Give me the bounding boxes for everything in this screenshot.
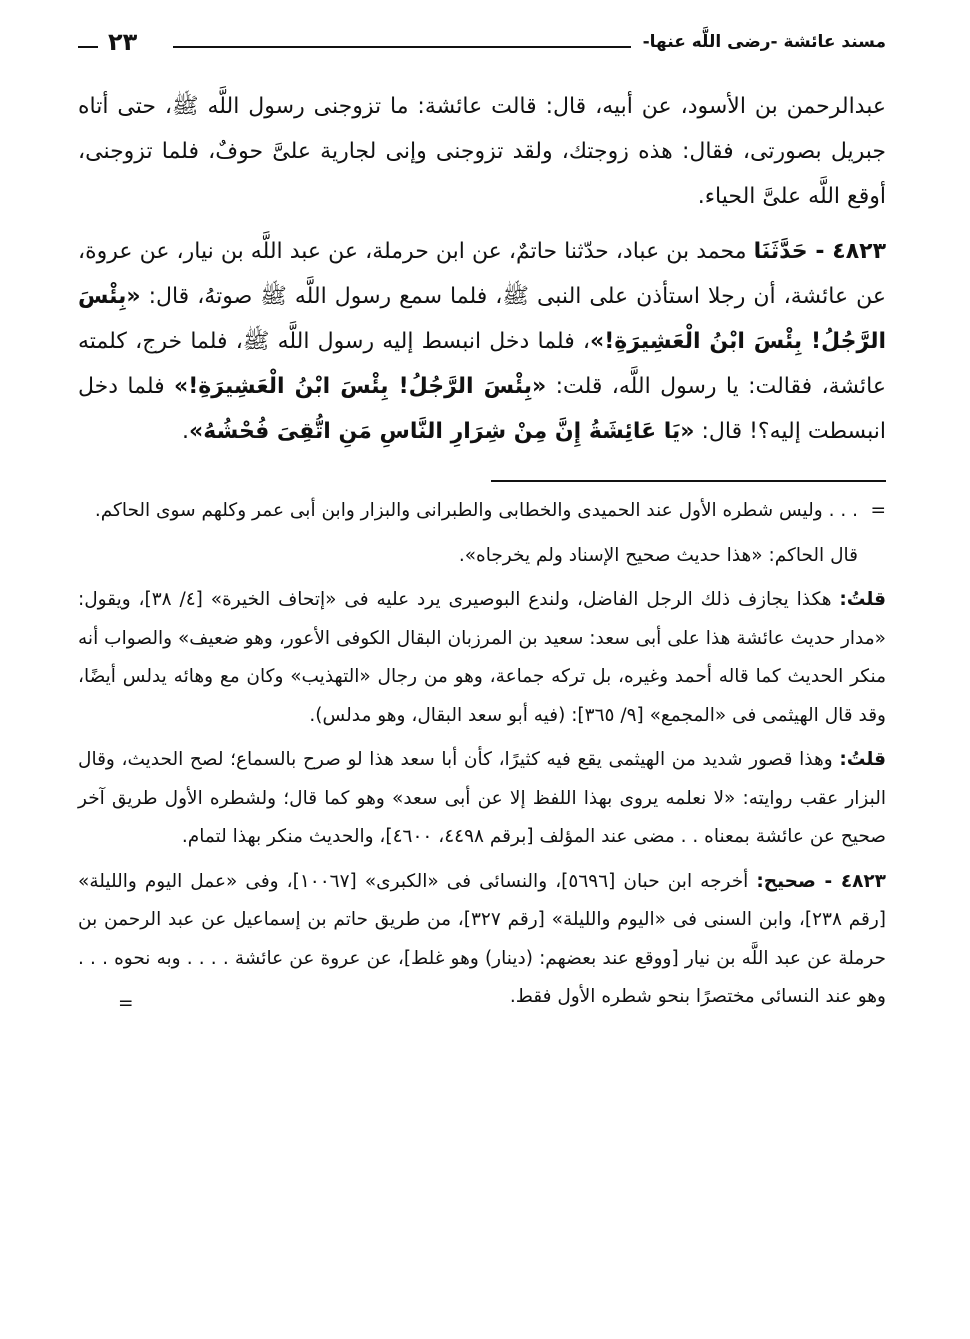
book-page — [78, 28, 886, 1023]
footnote-comment-2 — [78, 741, 886, 857]
hadith-text-1: محمد بن عباد، حدّثنا حاتمٌ، عن ابن حرملة، عن عبد اللَّه بن نيار، عن عروة، عن عائشة، أن رجلا استأذن على النبى ﷺ، فلما سمع رسول اللَّه ﷺ صوتهُ، قال: — [78, 239, 886, 309]
footnote-text-3: هكذا يجازف ذلك الرجل الفاضل، ولندع البوصيرى يرد عليه فى «إتحاف الخيرة» [٤/ ٣٨]، ويقول: «مدار حديث عائشة هذا على أبى سعد: سعيد بن المرزبان البقال الكوفى الأعور، وهو ضعيف» والصواب أنه منكر الحديث كما قاله أحمد وغيره، بل تركه جماعة، وهو من رجال «التهذيب» وكان مع وهائه يدلس أيضًا، وقد قال الهيثمى فى «المجمع» [٩/ ٣٦٥]: (فيه أبو سعد البقال، وهو مدلس). — [78, 589, 886, 726]
comment-lead-2: قلتُ: — [839, 749, 886, 770]
running-title: مسند عائشة -رضى اللَّه عنها- — [642, 32, 886, 52]
hadith-end: . — [182, 419, 190, 444]
footnote-separator — [491, 480, 886, 482]
hadith-number: ٤٨٢٣ — [832, 239, 886, 264]
hadith-lead: حَدَّثَنَا — [753, 239, 808, 264]
header-rule — [173, 46, 631, 48]
takhrij-lead: ٤٨٢٣ - صحيح: — [756, 870, 886, 892]
continues-marker: = — [118, 992, 134, 1014]
footnote-takhrij-4823 — [78, 863, 886, 1017]
paragraph-continuation: عبدالرحمن بن الأسود، عن أبيه، قال: قالت عائشة: ما تزوجنى رسول اللَّه ﷺ، حتى أتاه جبريل بصورتى، فقال: هذه زوجتك، ولقد تزوجنى وإنى لجارية علىَّ حوفٌ، فلما تزوجنى، أوقع اللَّه علىَّ الحياء. — [78, 94, 886, 209]
hadith-text-3: فلما دخل انبسطت إليه؟! قال: — [78, 374, 886, 444]
prophet-quote-2: «بِئْسَ الرَّجُلُ! بِئْسَ ابْنُ الْعَشِيرَةِ!» — [174, 374, 547, 399]
continuation-marker: = — [870, 500, 886, 521]
page-number: ٢٣ — [108, 28, 138, 56]
footnotes — [78, 492, 886, 1023]
hadith-4823 — [78, 229, 886, 454]
comment-lead-1: قلتُ: — [839, 589, 886, 610]
footnote-text-4: وهذا قصور شديد من الهيثمى يقع فيه كثيرًا، كأن أبا سعد هذا لو صرح بالسماع؛ لصح الحديث، وقال البزار عقب روايته: «لا نعلمه يروى بهذا اللفظ إلا عن أبى سعد» وهو كما قال؛ ولشطره الأول طريق آخر صحيح عن عائشة بمعناه . . مضى عند المؤلف [برقم ٤٤٩٨، ٤٦٠٠]، والحديث منكر بهذا لتمام. — [78, 749, 886, 847]
header-dash — [78, 46, 98, 48]
footnote-text-2: قال الحاكم: «هذا حديث صحيح الإسناد ولم يخرجاه». — [458, 544, 858, 566]
main-text — [78, 84, 886, 454]
footnote-comment-1 — [78, 581, 886, 735]
prophet-quote-1: «بِئْسَ الرَّجُلُ! بِئْسَ ابْنُ الْعَشِيرَةِ!» — [78, 284, 887, 354]
page-header — [78, 28, 886, 64]
footnote-hakim — [78, 537, 886, 576]
prophet-quote-3: «يَا عَائِشَةُ إِنَّ مِنْ شِرَارِ النَّاسِ مَنِ اتُّقِىَ فُحْشُهُ» — [189, 419, 695, 444]
footnote-text-5: أخرجه ابن حبان [٥٦٩٦]، والنسائى فى «الكبرى» [١٠٠٦٧]، وفى «عمل اليوم والليلة» [رقم ٢٣٨]، وابن السنى فى «اليوم والليلة» [رقم ٣٢٧]، من طريق حاتم بن إسماعيل عن عبد الرحمن بن حرملة عن عبد اللَّه بن نيار [ووقع عند بعضهم: (دينار) وهو غلط]، عن عروة عن عائشة . . . . وبه نحوه . . . وهو عند النسائى مختصرًا بنحو شطره الأول فقط. — [78, 870, 886, 1007]
hadith-text-2: ، فلما دخل انبسط إليه رسول اللَّه ﷺ، فلما خرج، كلمته عائشة، فقالت: يا رسول اللَّه، قلت: — [78, 329, 886, 399]
hadith-dash: - — [807, 239, 833, 264]
footnote-text-1: . . . وليس شطره الأول عند الحميدى والخطابى والطبرانى والبزار وابن أبى عمر وكلهم سوى الحاكم. — [94, 500, 858, 521]
footnote-continued — [78, 492, 886, 531]
